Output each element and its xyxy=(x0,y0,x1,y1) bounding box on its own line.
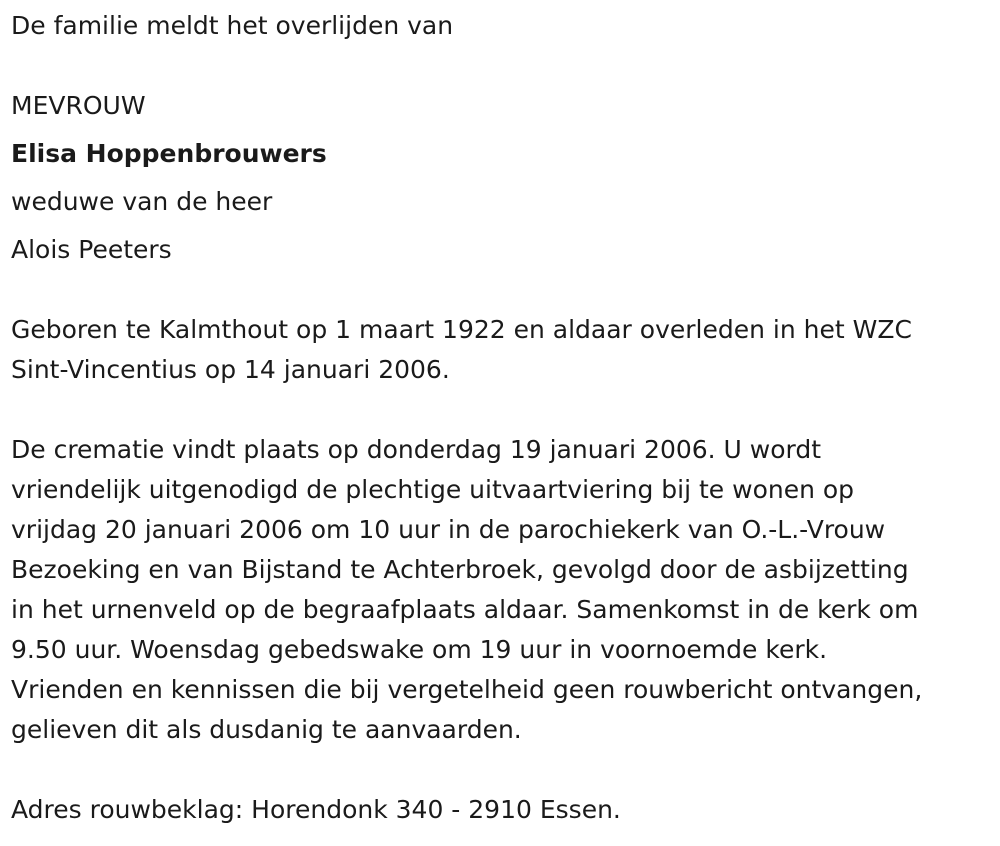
deceased-name: Elisa Hoppenbrouwers xyxy=(11,139,327,168)
paragraph-line: Geboren te Kalmthout op 1 maart 1922 en aldaar overleden in het WZC xyxy=(11,315,912,344)
paragraph-line: vrijdag 20 januari 2006 om 10 uur in de parochiekerk van O.-L.-Vrouw xyxy=(11,515,886,544)
birth-death-paragraph xyxy=(11,310,986,390)
paragraph-line: Sint-Vincentius op 14 januari 2006. xyxy=(11,355,450,384)
condolence-address xyxy=(11,790,986,830)
intro-text: De familie meldt het overlijden van xyxy=(11,11,454,40)
paragraph-line: Vrienden en kennissen die bij vergetelheid geen rouwbericht ontvangen, xyxy=(11,675,923,704)
husband-name: Alois Peeters xyxy=(11,235,172,264)
widow-of-text: weduwe van de heer xyxy=(11,187,273,216)
paragraph-line: 9.50 uur. Woensdag gebedswake om 19 uur in voornoemde kerk. xyxy=(11,635,828,664)
address-line: Adres rouwbeklag: Horendonk 340 - 2910 Essen. xyxy=(11,795,621,824)
ceremony-paragraph xyxy=(11,430,986,750)
paragraph-line: vriendelijk uitgenodigd de plechtige uitvaartviering bij te wonen op xyxy=(11,475,855,504)
honorific-title: MEVROUW xyxy=(11,91,146,120)
paragraph-line: Bezoeking en van Bijstand te Achterbroek, gevolgd door de asbijzetting xyxy=(11,555,909,584)
paragraph-line: gelieven dit als dusdanig te aanvaarden. xyxy=(11,715,522,744)
paragraph-line: in het urnenveld op de begraafplaats aldaar. Samenkomst in de kerk om xyxy=(11,595,919,624)
paragraph-line: De crematie vindt plaats op donderdag 19 januari 2006. U wordt xyxy=(11,435,822,464)
